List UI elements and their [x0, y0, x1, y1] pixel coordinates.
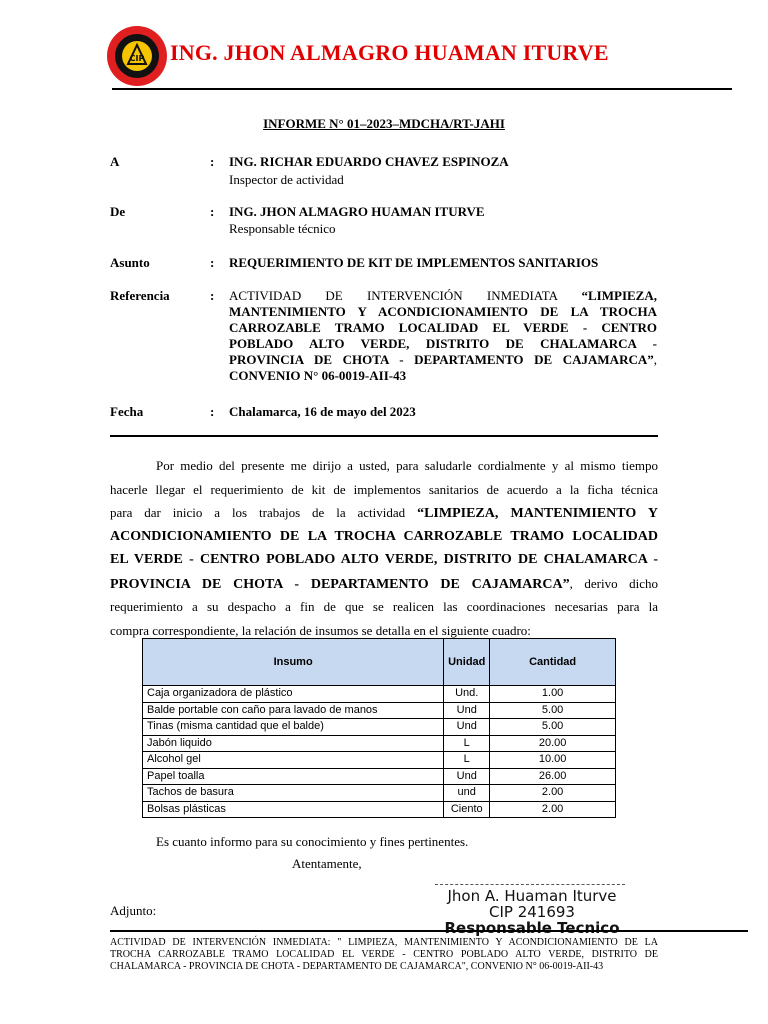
cell-unidad: und: [444, 785, 490, 802]
closing-salutation: Atentamente,: [292, 856, 362, 871]
cell-insumo: Papel toalla: [143, 768, 444, 785]
table-row: [143, 735, 616, 752]
field-fecha-value: Chalamarca, 16 de mayo del 2023: [229, 404, 416, 419]
field-asunto-label: Asunto: [110, 255, 150, 270]
field-a-name: ING. RICHAR EDUARDO CHAVEZ ESPINOZA: [229, 154, 509, 169]
cell-cantidad: 26.00: [490, 768, 616, 785]
cell-cantidad: 20.00: [490, 735, 616, 752]
colon: :: [210, 404, 215, 419]
signature-stamp: [432, 888, 632, 936]
cell-unidad: L: [444, 752, 490, 769]
cell-cantidad: 1.00: [490, 686, 616, 703]
footer-line: ACTIVIDAD DE INTERVENCIÓN INMEDIATA: " LIMPIEZA, MANTENIMIENTO Y ACONDICIONAMIENTO DE LA: [110, 937, 658, 948]
insumos-table: [142, 638, 616, 818]
table-row: [143, 752, 616, 769]
table-header-unidad: Unidad: [444, 639, 490, 686]
cell-insumo: Tinas (misma cantidad que el balde): [143, 719, 444, 736]
header-name: ING. JHON ALMAGRO HUAMAN ITURVE: [170, 40, 609, 65]
signature-line: [435, 884, 625, 885]
ref-line: ACTIVIDAD DE INTERVENCIÓN INMEDIATA “LIMPIEZA,: [229, 288, 657, 303]
table-row: [143, 686, 616, 703]
cell-unidad: Und: [444, 702, 490, 719]
cell-insumo: Tachos de basura: [143, 785, 444, 802]
cell-insumo: Caja organizadora de plástico: [143, 686, 444, 703]
cell-cantidad: 2.00: [490, 801, 616, 818]
header-divider: [112, 88, 732, 90]
cell-cantidad: 5.00: [490, 702, 616, 719]
field-referencia-value: [229, 288, 657, 384]
signature-name: Jhon A. Huaman Iturve: [447, 887, 617, 905]
footer-divider: [110, 930, 748, 932]
table-row: [143, 768, 616, 785]
closing-line: Es cuanto informo para su conocimiento y fines pertinentes.: [156, 834, 469, 849]
ref-line: MANTENIMIENTO Y ACONDICIONAMIENTO DE LA TROCHA: [229, 304, 657, 319]
cell-unidad: L: [444, 735, 490, 752]
cell-insumo: Bolsas plásticas: [143, 801, 444, 818]
body-line: hacerle llegar el requerimiento de kit de implementos sanitarios de acuerdo a la ficha técnica: [110, 481, 658, 497]
field-asunto-value: REQUERIMIENTO DE KIT DE IMPLEMENTOS SANITARIOS: [229, 255, 599, 270]
colon: :: [210, 255, 215, 270]
cip-seal-icon: [106, 25, 168, 87]
body-line: para dar inicio a los trabajos de la actividad “LIMPIEZA, MANTENIMIENTO Y: [110, 505, 658, 521]
field-referencia-label: Referencia: [110, 288, 170, 303]
ref-line: CARROZABLE TRAMO LOCALIDAD EL VERDE - CENTRO: [229, 320, 657, 335]
cell-insumo: Jabón liquido: [143, 735, 444, 752]
ref-line: CONVENIO N° 06-0019-AII-43: [229, 368, 407, 383]
signature-cip: CIP 241693: [489, 903, 575, 921]
field-de-label: De: [110, 204, 126, 219]
body-paragraph: [110, 454, 658, 642]
body-line: EL VERDE - CENTRO POBLADO ALTO VERDE, DISTRITO DE CHALAMARCA -: [110, 552, 658, 567]
body-line: ACONDICIONAMIENTO DE LA TROCHA CARROZABLE TRAMO LOCALIDAD: [110, 528, 658, 544]
table-row: [143, 719, 616, 736]
cell-unidad: Und: [444, 768, 490, 785]
cell-unidad: Und: [444, 719, 490, 736]
cell-unidad: Und.: [444, 686, 490, 703]
field-de-role: Responsable técnico: [229, 221, 336, 236]
section-divider: [110, 435, 658, 437]
body-line: requerimiento a su despacho a fin de que se realicen las coordinaciones necesarias para la: [110, 599, 658, 614]
colon: :: [210, 154, 215, 169]
adjunto-label: Adjunto:: [110, 903, 157, 918]
cell-cantidad: 10.00: [490, 752, 616, 769]
table-row: [143, 702, 616, 719]
footer-line: CHALAMARCA - PROVINCIA DE CHOTA - DEPARTAMENTO DE CAJAMARCA", CONVENIO N° 06-0019-AII-43: [110, 961, 604, 972]
report-title: INFORME N° 01–2023–MDCHA/RT-JAHI: [263, 116, 505, 131]
table-header-insumo: Insumo: [143, 639, 444, 686]
body-line: PROVINCIA DE CHOTA - DEPARTAMENTO DE CAJAMARCA”, derivo dicho: [110, 575, 658, 592]
cell-insumo: Alcohol gel: [143, 752, 444, 769]
table-header-row: [143, 639, 616, 686]
footer-text: [110, 937, 658, 973]
cell-unidad: Ciento: [444, 801, 490, 818]
body-line: Por medio del presente me dirijo a usted, para saludarle cordialmente y al mismo tiempo: [156, 458, 658, 473]
field-de-name: ING. JHON ALMAGRO HUAMAN ITURVE: [229, 204, 485, 219]
table-row: [143, 785, 616, 802]
colon: :: [210, 288, 215, 303]
footer-line: TROCHA CARROZABLE TRAMO LOCALIDAD EL VERDE - CENTRO POBLADO ALTO VERDE, DISTRITO DE: [110, 949, 658, 960]
cell-insumo: Balde portable con caño para lavado de manos: [143, 702, 444, 719]
body-line: compra correspondiente, la relación de insumos se detalla en el siguiente cuadro:: [110, 622, 531, 638]
field-fecha-label: Fecha: [110, 404, 144, 419]
field-a-label: A: [110, 154, 120, 169]
field-a-role: Inspector de actividad: [229, 172, 344, 187]
table-header-cantidad: Cantidad: [490, 639, 616, 686]
cell-cantidad: 5.00: [490, 719, 616, 736]
colon: :: [210, 204, 215, 219]
signature-role: Responsable Tecnico: [444, 919, 620, 937]
cell-cantidad: 2.00: [490, 785, 616, 802]
ref-line: POBLADO ALTO VERDE, DISTRITO DE CHALAMARCA -: [229, 336, 657, 351]
table-row: [143, 801, 616, 818]
ref-line: PROVINCIA DE CHOTA - DEPARTAMENTO DE CAJAMARCA”,: [229, 352, 657, 367]
logo-center-text: CIP: [129, 54, 145, 63]
